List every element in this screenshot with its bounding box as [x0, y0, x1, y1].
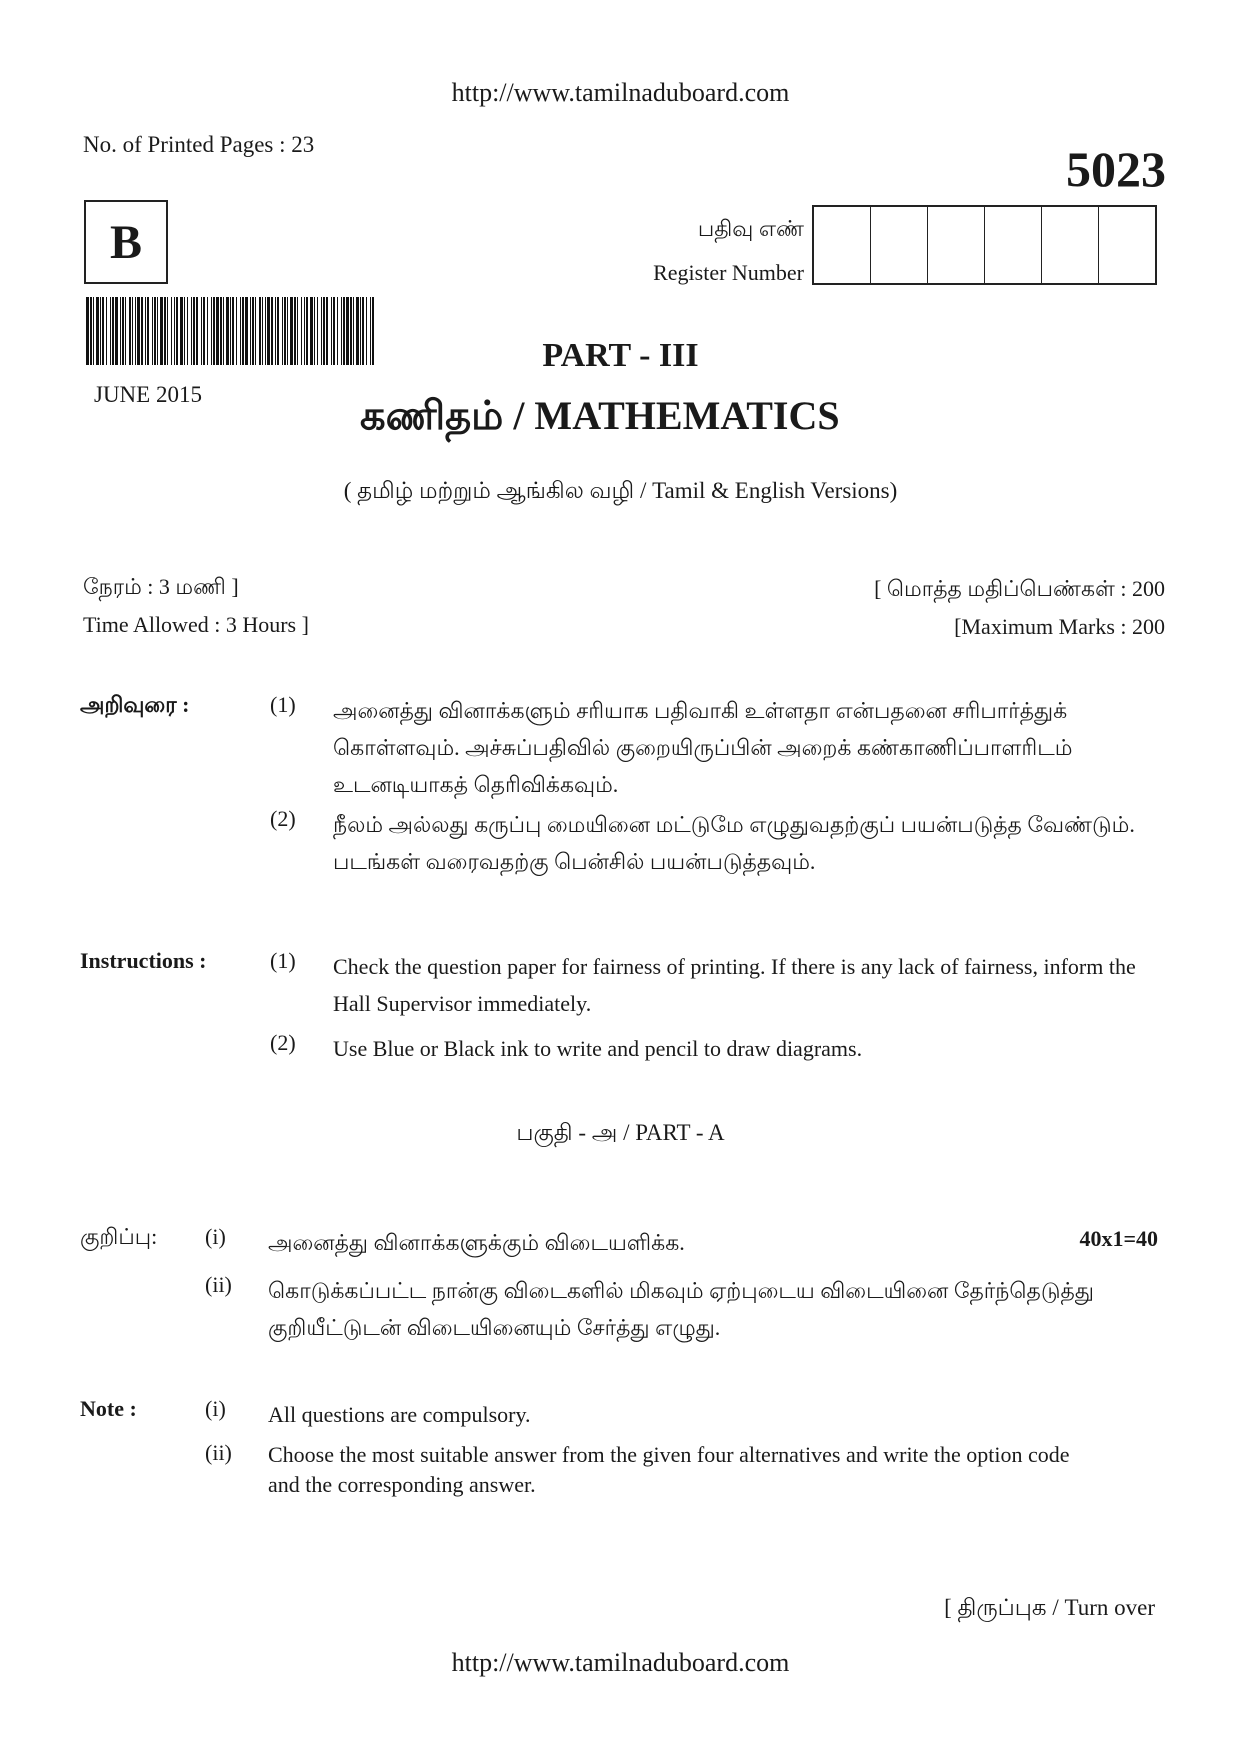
- instructions-ta-label: அறிவுரை :: [80, 692, 190, 717]
- register-digit-box[interactable]: [871, 207, 928, 283]
- note-num: (i): [205, 1224, 226, 1249]
- part-a-heading: பகுதி - அ / PART - A: [516, 1120, 725, 1145]
- note-text: அனைத்து வினாக்களுக்கும் விடையளிக்க.: [268, 1230, 685, 1255]
- maximum-marks: [874, 570, 1165, 646]
- register-labels: [600, 207, 804, 295]
- note-text: Choose the most suitable answer from the given four alternatives and write the option code and the corresponding answer.: [268, 1442, 1070, 1497]
- note-text: All questions are compulsory.: [268, 1402, 531, 1427]
- part-a-marks: 40x1=40: [1079, 1226, 1158, 1251]
- paper-code: 5023: [1066, 141, 1166, 197]
- versions-note: ( தமிழ் மற்றும் ஆங்கில வழி / Tamil & English Versions): [343, 478, 898, 503]
- instructions-en-label: Instructions :: [80, 948, 207, 973]
- instruction-num: (2): [270, 1030, 296, 1055]
- series-letter: B: [109, 215, 142, 269]
- instruction-text: நீலம் அல்லது கருப்பு மையினை மட்டுமே எழுதுவதற்குப் பயன்படுத்த வேண்டும். படங்கள் வரைவதற்கு பென்சில் பயன்படுத்தவும்.: [333, 812, 1135, 874]
- header-url: http://www.tamilnaduboard.com: [451, 78, 790, 107]
- register-digit-box[interactable]: [1042, 207, 1099, 283]
- series-box: [84, 200, 168, 284]
- instruction-text: அனைத்து வினாக்களும் சரியாக பதிவாகி உள்ளதா என்பதனை சரிபார்த்துக் கொள்ளவும். அச்சுப்பதிவில் குறையிருப்பின் அறைக் கண்காணிப்பாளரிடம் உடனடியாகத் தெரிவிக்கவும்.: [333, 698, 1073, 797]
- instruction-num: (1): [270, 692, 296, 717]
- register-label-ta: பதிவு எண்: [697, 216, 804, 241]
- register-digit-box[interactable]: [1099, 207, 1155, 283]
- turn-over-note: [ திருப்புக / Turn over: [944, 1595, 1155, 1620]
- note-num: (i): [205, 1396, 226, 1421]
- instruction-num: (1): [270, 948, 296, 973]
- exam-session: JUNE 2015: [94, 382, 202, 407]
- marks-ta: [ மொத்த மதிப்பெண்கள் : 200: [874, 576, 1165, 601]
- printed-pages: No. of Printed Pages : 23: [83, 132, 315, 157]
- note-num: (ii): [205, 1272, 232, 1297]
- register-number-boxes[interactable]: [812, 205, 1157, 285]
- instruction-num: (2): [270, 806, 296, 831]
- footer-url: http://www.tamilnaduboard.com: [451, 1648, 790, 1677]
- note-num: (ii): [205, 1440, 232, 1465]
- part-heading: PART - III: [542, 337, 699, 374]
- register-digit-box[interactable]: [814, 207, 871, 283]
- time-ta: நேரம் : 3 மணி ]: [83, 574, 239, 599]
- note-text: கொடுக்கப்பட்ட நான்கு விடைகளில் மிகவும் ஏற்புடைய விடையினை தேர்ந்தெடுத்து குறியீட்டுடன் விடையினையும் சேர்த்து எழுது.: [268, 1278, 1094, 1340]
- register-digit-box[interactable]: [985, 207, 1042, 283]
- note-ta-label: குறிப்பு:: [80, 1224, 158, 1249]
- time-en: Time Allowed : 3 Hours ]: [83, 612, 309, 637]
- instruction-text: Use Blue or Black ink to write and pencil to draw diagrams.: [333, 1036, 863, 1061]
- note-en-label: Note :: [80, 1396, 137, 1421]
- marks-en: [Maximum Marks : 200: [954, 614, 1165, 639]
- time-allowed: [83, 568, 309, 644]
- subject-title: கணிதம் / MATHEMATICS: [360, 393, 840, 438]
- instruction-text: Check the question paper for fairness of printing. If there is any lack of fairness, inform the Hall Supervisor immediately.: [333, 954, 1136, 1016]
- register-label-en: Register Number: [653, 260, 804, 285]
- register-digit-box[interactable]: [928, 207, 985, 283]
